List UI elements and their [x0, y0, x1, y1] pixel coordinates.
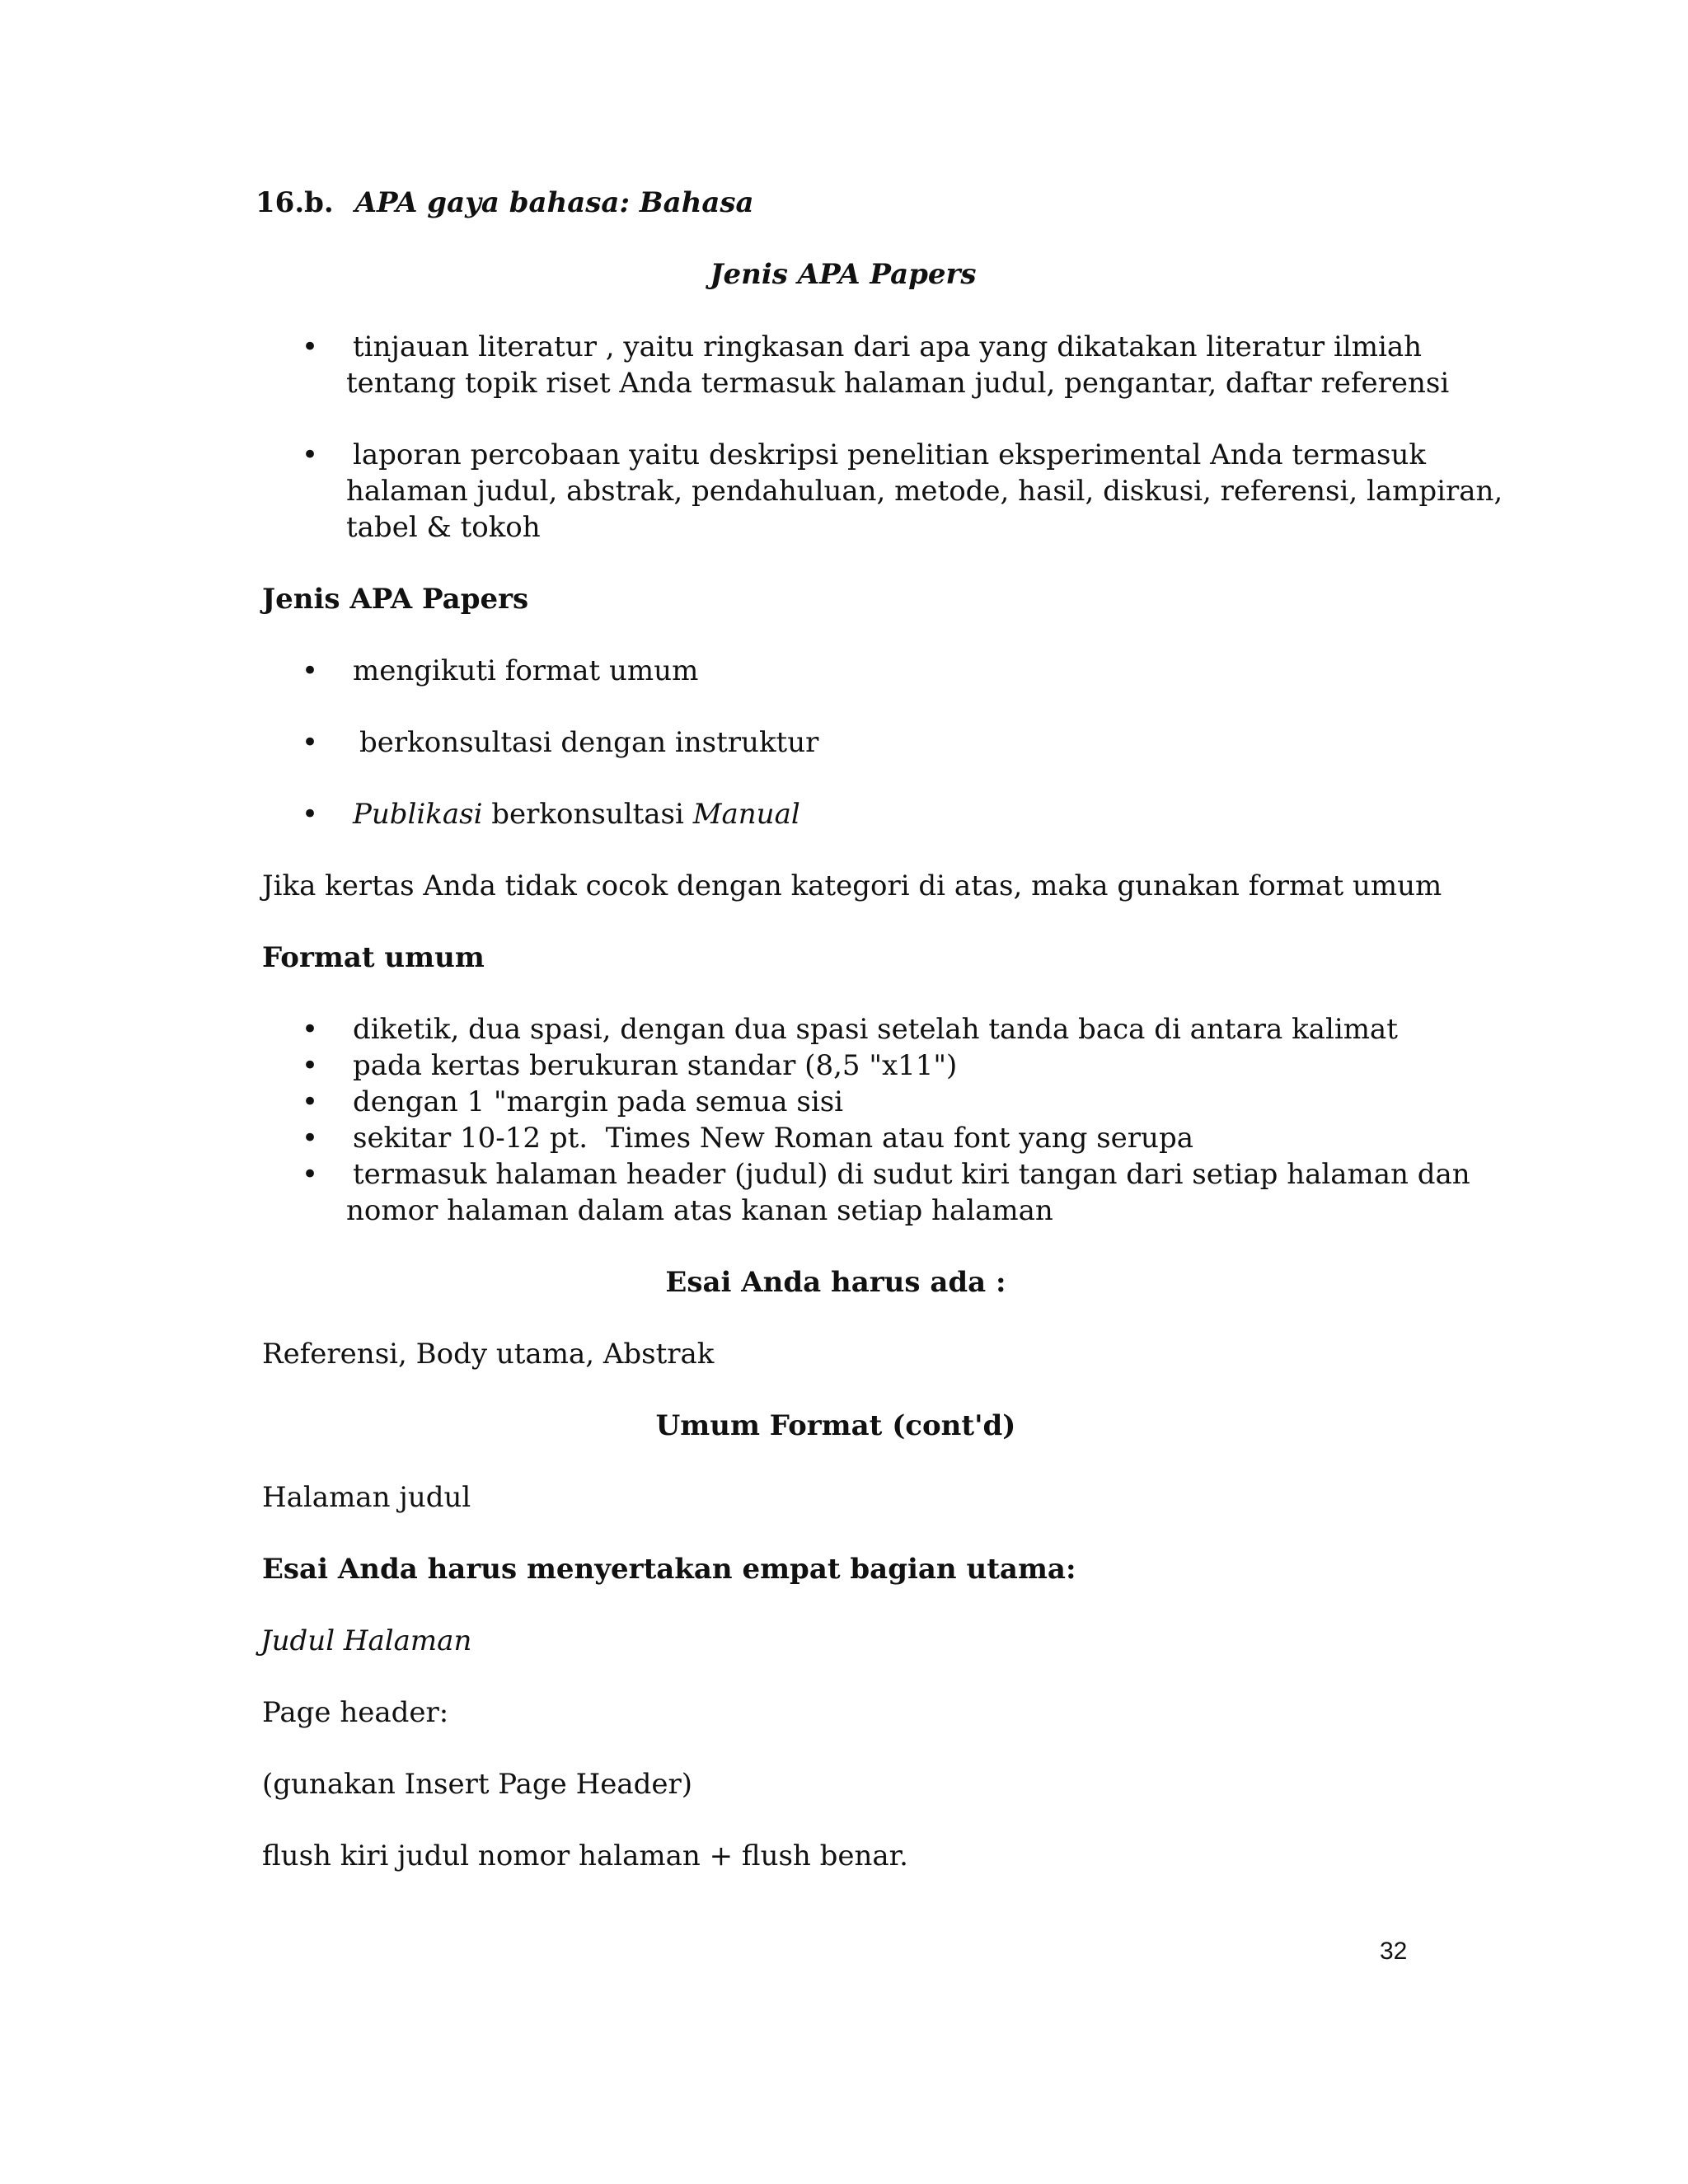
bullet-dot: •: [302, 798, 319, 831]
insert-header-note: (gunakan Insert Page Header): [262, 1768, 693, 1801]
types-list-item-1-line-1: tinjauan literatur , yaitu ringkasan dari apa yang dikatakan literatur ilmiah: [353, 330, 1422, 363]
bullet-dot: •: [302, 1013, 319, 1046]
flush-note: flush kiri judul nomor halaman + flush benar.: [262, 1840, 908, 1872]
types-heading-italic: Jenis APA Papers: [710, 258, 977, 291]
section-title: APA gaya bahasa: Bahasa: [354, 186, 754, 219]
bullet-dot: •: [302, 726, 319, 759]
title-page-text: Halaman judul: [262, 1481, 471, 1514]
essay-must-have-text: Referensi, Body utama, Abstrak: [262, 1338, 715, 1371]
types-heading-bold: Jenis APA Papers: [262, 583, 529, 616]
format-list-item-3: [353, 796, 800, 832]
general-format-item-5: termasuk halaman header (judul) di sudut kiri tangan dari setiap halaman dan: [353, 1158, 1470, 1191]
general-format-item-4: sekitar 10-12 pt. Times New Roman atau font yang serupa: [353, 1122, 1193, 1155]
types-list-item-1-line-2: tentang topik riset Anda termasuk halaman judul, pengantar, daftar referensi: [346, 367, 1450, 400]
types-list-item-2-line-1: laporan percobaan yaitu deskripsi penelitian eksperimental Anda termasuk: [353, 438, 1426, 471]
bullet-dot: •: [302, 654, 319, 687]
format-list-item-2: berkonsultasi dengan instruktur: [359, 726, 819, 759]
types-list-item-2-line-3: tabel & tokoh: [346, 511, 541, 544]
consult-text: berkonsultasi: [482, 798, 693, 831]
page-number: 32: [1380, 1938, 1408, 1965]
bullet-dot: •: [302, 330, 319, 363]
general-format-item-3: dengan 1 "margin pada semua sisi: [353, 1085, 844, 1118]
bullet-dot: •: [302, 1085, 319, 1118]
bullet-dot: •: [302, 438, 319, 471]
bullet-dot: •: [302, 1049, 319, 1082]
four-parts-heading: Esai Anda harus menyertakan empat bagian utama:: [262, 1553, 1076, 1586]
page-header-label: Page header:: [262, 1696, 449, 1729]
general-format-item-5-cont: nomor halaman dalam atas kanan setiap halaman: [346, 1194, 1053, 1227]
bullet-dot: •: [302, 1158, 319, 1191]
general-format-cont-heading: Umum Format (cont'd): [655, 1409, 1016, 1442]
fallback-sentence: Jika kertas Anda tidak cocok dengan kategori di atas, maka gunakan format umum: [262, 869, 1442, 902]
general-format-item-2: pada kertas berukuran standar (8,5 "x11"): [353, 1049, 958, 1082]
title-page-italic: Judul Halaman: [260, 1624, 472, 1657]
bullet-dot: •: [302, 1122, 319, 1155]
publication-word: Publikasi: [353, 798, 483, 831]
manual-word: Manual: [692, 798, 800, 831]
format-list-item-1: mengikuti format umum: [353, 654, 699, 687]
section-number: 16.b.: [256, 186, 334, 219]
types-list-item-2-line-2: halaman judul, abstrak, pendahuluan, metode, hasil, diskusi, referensi, lampiran,: [346, 475, 1503, 508]
general-format-item-1: diketik, dua spasi, dengan dua spasi setelah tanda baca di antara kalimat: [353, 1013, 1398, 1046]
general-format-heading: Format umum: [262, 941, 485, 974]
essay-must-have-heading: Esai Anda harus ada :: [665, 1266, 1006, 1299]
section-heading: [256, 185, 754, 221]
